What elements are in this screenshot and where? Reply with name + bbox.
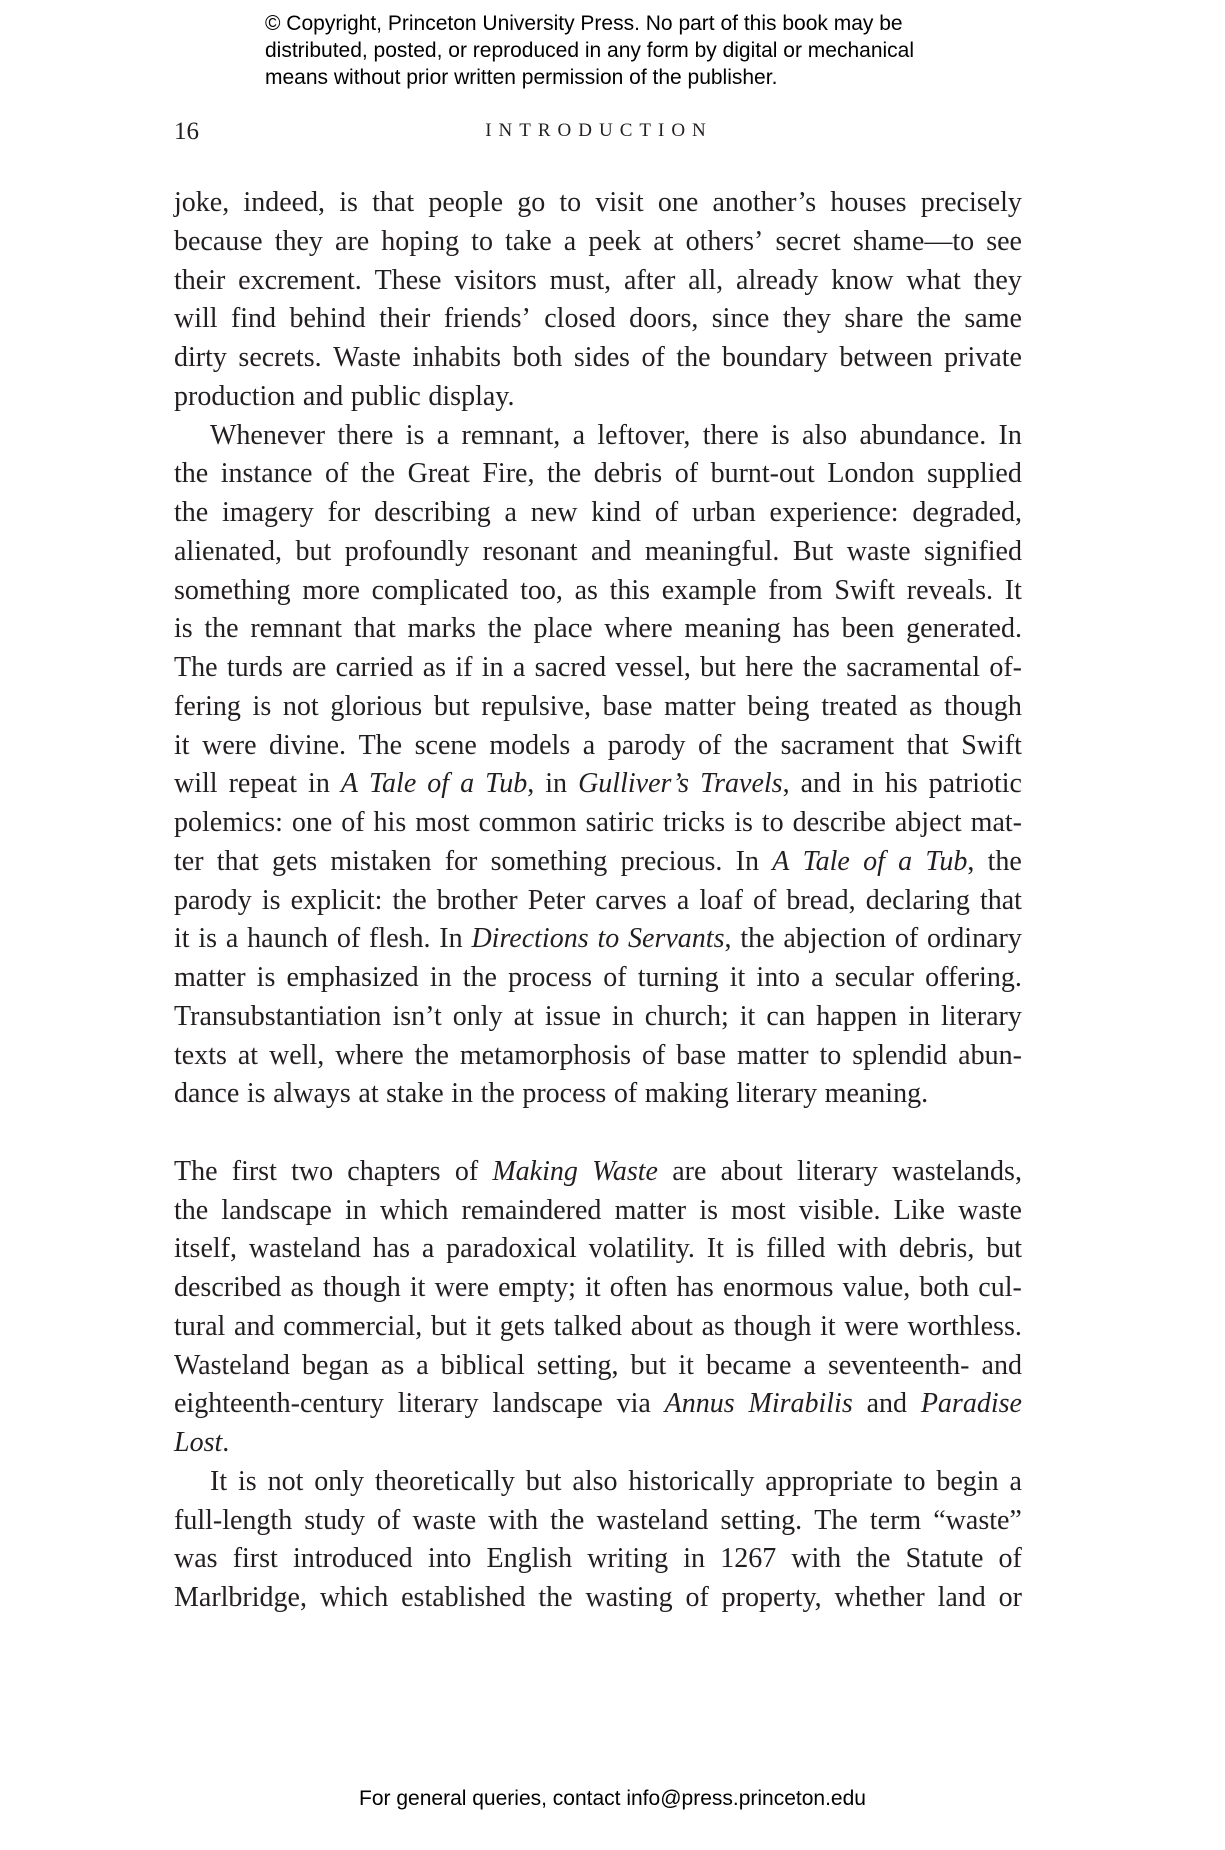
text-line: Wasteland began as a biblical setting, but it became a seventeenth- and xyxy=(174,1349,1022,1381)
text-line: parody is explicit: the brother Peter carves a loaf of bread, declaring that xyxy=(174,884,1022,916)
running-head xyxy=(174,116,1024,146)
text-line: Whenever there is a remnant, a leftover, there is also abundance. In xyxy=(210,419,1022,451)
text-line: It is not only theoretically but also historically appropriate to begin a xyxy=(210,1465,1022,1497)
text-line: matter is emphasized in the process of turning it into a secular offering. xyxy=(174,962,1022,993)
page-number: 16 xyxy=(174,118,199,145)
text-line: production and public display. xyxy=(174,380,515,412)
text-line: joke, indeed, is that people go to visit one another’s houses precisely xyxy=(174,187,1022,218)
text-line: because they are hoping to take a peek at others’ secret shame—to see xyxy=(174,225,1022,257)
copyright-line: distributed, posted, or reproduced in any form by digital or mechanical xyxy=(265,39,915,62)
text-line: polemics: one of his most common satiric tricks is to describe abject mat- xyxy=(174,807,1022,838)
text-line: Marlbridge, which established the wasting of property, whether land or xyxy=(174,1582,1022,1613)
text-line: will repeat in A Tale of a Tub, in Gulliver’s Travels, and in his patriotic xyxy=(174,768,1022,800)
text-line: tural and commercial, but it gets talked about as though it were worthless. xyxy=(174,1310,1022,1342)
text-line: will find behind their friends’ closed doors, since they share the same xyxy=(174,303,1022,335)
text-line: is the remnant that marks the place where meaning has been generated. xyxy=(174,613,1022,645)
text-line: described as though it were empty; it often has enormous value, both cul- xyxy=(174,1272,1022,1303)
text-line: The turds are carried as if in a sacred vessel, but here the sacramental of- xyxy=(174,652,1022,683)
text-line: texts at well, where the metamorphosis of base matter to splendid abun- xyxy=(174,1039,1022,1071)
text-line: ter that gets mistaken for something precious. In A Tale of a Tub, the xyxy=(174,845,1022,877)
text-line: it is a haunch of flesh. In Directions to Servants, the abjection of ordinary xyxy=(174,923,1022,955)
section-break xyxy=(174,1114,1022,1153)
text-line: Transubstantiation isn’t only at issue in church; it can happen in literary xyxy=(174,1000,1022,1032)
text-line: dance is always at stake in the process of making literary meaning. xyxy=(174,1078,929,1110)
text-line: Lost. xyxy=(174,1427,230,1458)
text-line: the imagery for describing a new kind of urban experience: degraded, xyxy=(174,497,1022,528)
copyright-line: means without prior written permission of the publisher. xyxy=(265,66,778,89)
text-line: alienated, but profoundly resonant and meaningful. But waste signified xyxy=(174,535,1022,567)
text-line: eighteenth-century literary landscape via Annus Mirabilis and Paradise xyxy=(174,1388,1022,1420)
text-line: the landscape in which remaindered matter is most visible. Like waste xyxy=(174,1194,1022,1226)
text-line: it were divine. The scene models a parody of the sacrament that Swift xyxy=(174,729,1022,761)
text-line: was first introduced into English writing in 1267 with the Statute of xyxy=(174,1543,1022,1575)
text-line: itself, wasteland has a paradoxical volatility. It is filled with debris, but xyxy=(174,1233,1022,1265)
text-line: full-length study of waste with the wasteland setting. The term “waste” xyxy=(174,1504,1022,1536)
text-line: their excrement. These visitors must, after all, already know what they xyxy=(174,264,1022,296)
body-text xyxy=(174,184,1022,1618)
text-line: The first two chapters of Making Waste are about literary wastelands, xyxy=(174,1155,1022,1187)
text-line: something more complicated too, as this example from Swift reveals. It xyxy=(174,574,1022,606)
footer-contact: For general queries, contact info@press.princeton.edu xyxy=(359,1787,866,1810)
text-line: the instance of the Great Fire, the debris of burnt-out London supplied xyxy=(174,458,1022,490)
text-line: dirty secrets. Waste inhabits both sides of the boundary between private xyxy=(174,342,1022,373)
copyright-notice xyxy=(265,10,1025,91)
text-line: fering is not glorious but repulsive, base matter being treated as though xyxy=(174,690,1022,722)
running-title: INTRODUCTION xyxy=(485,120,713,141)
copyright-line: © Copyright, Princeton University Press. No part of this book may be xyxy=(265,12,903,35)
